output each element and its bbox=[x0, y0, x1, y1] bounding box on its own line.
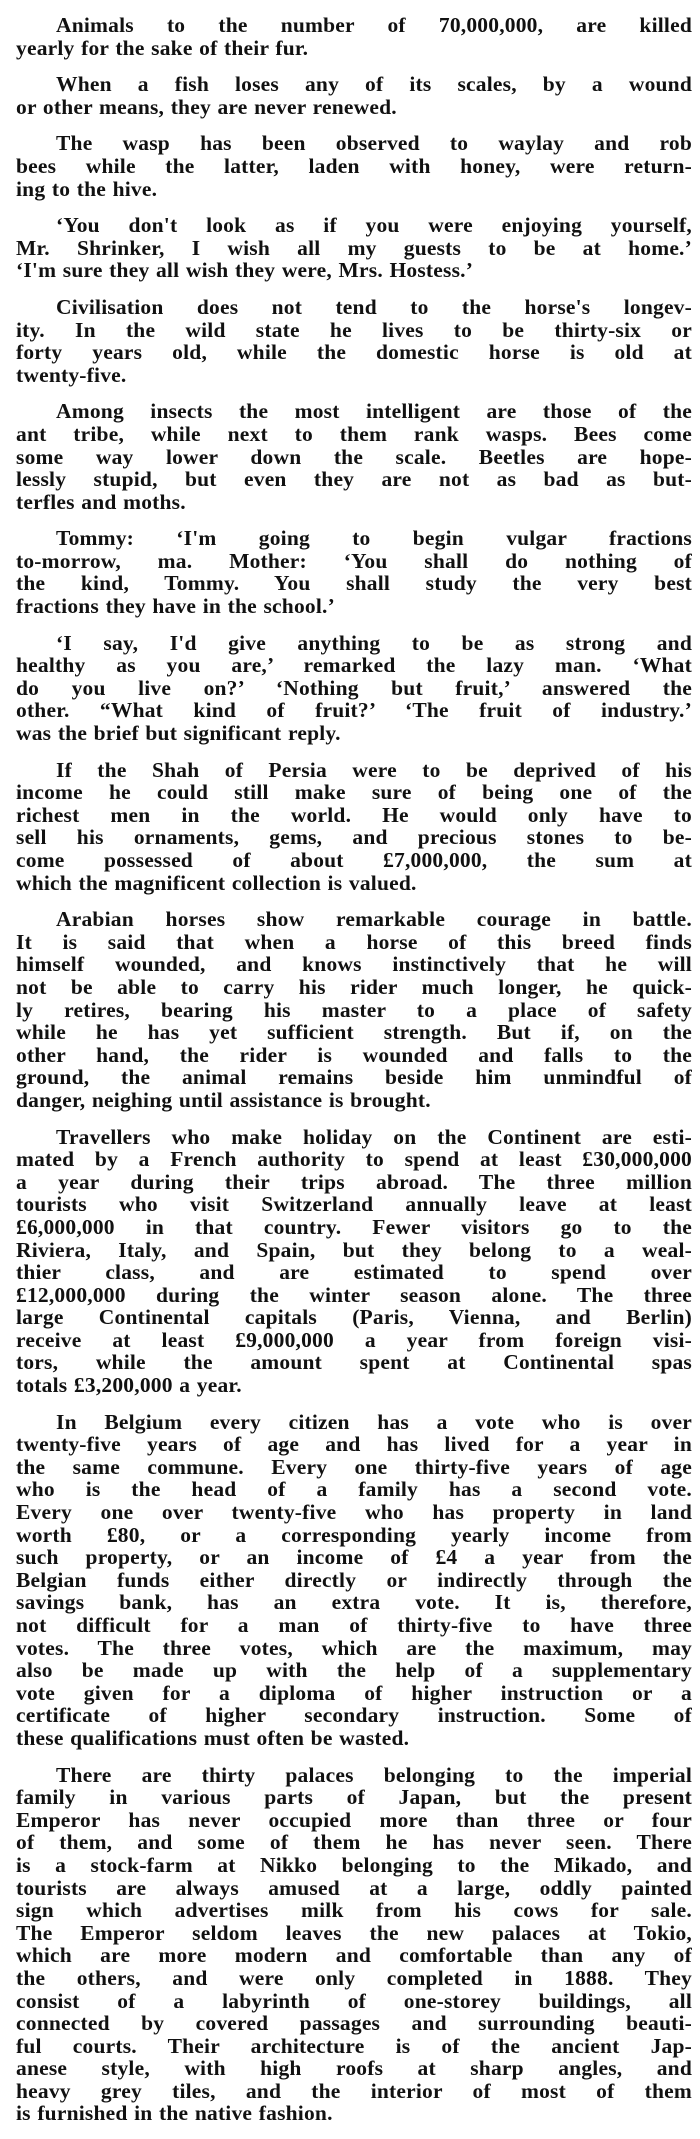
text-line: When a fish loses any of its scales, by a wound bbox=[56, 72, 692, 97]
text-line: receive at least £9,000,000 a year from foreign visi- bbox=[16, 1327, 692, 1352]
text-line: not difficult for a man of thirty-five to have three bbox=[16, 1613, 692, 1637]
text-line: healthy as you are,’ remarked the lazy man. ‘What bbox=[16, 653, 692, 678]
text-line: vote given for a diploma of higher instruction or a bbox=[16, 1680, 692, 1705]
text-line: not be able to carry his rider much longer, he quick- bbox=[16, 974, 692, 999]
paragraph bbox=[16, 73, 692, 118]
text-line: ly retires, bearing his master to a place of safety bbox=[16, 997, 692, 1022]
text-line: lessly stupid, but even they are not as bad as but- bbox=[16, 467, 692, 492]
paragraph bbox=[16, 1126, 692, 1397]
text-line: savings bank, has an extra vote. It is, therefore, bbox=[16, 1590, 692, 1615]
text-line: connected by covered passages and surrounding beauti- bbox=[16, 2011, 692, 2036]
text-line: the others, and were only completed in 1888. They bbox=[16, 1965, 692, 1990]
text-line: ‘I'm sure they all wish they were, Mrs. Hostess.’ bbox=[16, 258, 474, 283]
text-line: of them, and some of them he has never seen. There bbox=[16, 1830, 692, 1855]
text-line: tourists are always amused at a large, oddly painted bbox=[16, 1875, 692, 1900]
text-line: ity. In the wild state he lives to be thirty-six or bbox=[16, 317, 692, 342]
text-line: forty years old, while the domestic horse is old at bbox=[16, 340, 692, 365]
text-line: do you live on?’ ‘Nothing but fruit,’ answered the bbox=[16, 675, 692, 700]
text-line: come possessed of about £7,000,000, the sum at bbox=[16, 848, 692, 872]
text-line: Every one over twenty-five who has property in land bbox=[16, 1500, 692, 1525]
text-line: which are more modern and comfortable than any of bbox=[16, 1943, 692, 1968]
text-line: the same commune. Every one thirty-five years of age bbox=[16, 1454, 692, 1479]
text-line: danger, neighing until assistance is brought. bbox=[16, 1087, 431, 1112]
text-line: fractions they have in the school.’ bbox=[16, 594, 335, 619]
text-line: bees while the latter, laden with honey, were return- bbox=[16, 153, 692, 178]
paragraph bbox=[16, 759, 692, 895]
text-line: ground, the animal remains beside him unmindful of bbox=[16, 1065, 692, 1090]
text-line: other. “What kind of fruit?’ ‘The fruit of industry.’ bbox=[16, 698, 692, 723]
text-line: Travellers who make holiday on the Continent are esti- bbox=[56, 1124, 692, 1149]
text-line: ‘You don't look as if you were enjoying yourself, bbox=[56, 213, 692, 238]
text-line: ing to the hive. bbox=[16, 176, 158, 201]
text-line: £6,000,000 in that country. Fewer visitors go to the bbox=[16, 1214, 692, 1239]
paragraph bbox=[16, 1764, 692, 2126]
paragraph bbox=[16, 214, 692, 282]
text-line: Animals to the number of 70,000,000, are killed bbox=[56, 13, 692, 37]
text-line: richest men in the world. He would only have to bbox=[16, 802, 692, 827]
text-line: while he has yet sufficient strength. But if, on the bbox=[16, 1020, 692, 1045]
paragraph bbox=[16, 908, 692, 1111]
text-line: totals £3,200,000 a year. bbox=[16, 1373, 242, 1398]
paragraph bbox=[16, 14, 692, 59]
text-line: twenty-five years of age and has lived for a year in bbox=[16, 1432, 692, 1457]
text-line: other hand, the rider is wounded and falls to the bbox=[16, 1042, 692, 1067]
text-line: family in various parts of Japan, but the present bbox=[16, 1785, 692, 1810]
paragraph bbox=[16, 296, 692, 386]
text-line: £12,000,000 during the winter season alone. The three bbox=[16, 1282, 692, 1307]
text-line: who is the head of a family has a second vote. bbox=[16, 1477, 692, 1502]
text-line: In Belgium every citizen has a vote who is over bbox=[56, 1409, 692, 1434]
text-line: such property, or an income of £4 a year from the bbox=[16, 1545, 692, 1570]
text-line: was the brief but significant reply. bbox=[16, 721, 341, 746]
text-line: sign which advertises milk from his cows for sale. bbox=[16, 1898, 692, 1923]
text-line: Emperor has never occupied more than three or four bbox=[16, 1807, 692, 1832]
text-line: these qualifications must often be wasted. bbox=[16, 1725, 410, 1750]
text-line: Riviera, Italy, and Spain, but they belong to a weal- bbox=[16, 1237, 692, 1262]
text-line: Tommy: ‘I'm going to begin vulgar fractions bbox=[56, 526, 692, 551]
text-line: income he could still make sure of being one of the bbox=[16, 780, 692, 805]
text-line: tourists who visit Switzerland annually leave at least bbox=[16, 1192, 692, 1217]
text-line: Civilisation does not tend to the horse's longev- bbox=[56, 294, 692, 319]
text-line: tors, while the amount spent at Continental spas bbox=[16, 1350, 692, 1375]
paragraph bbox=[16, 1411, 692, 1750]
text-line: ful courts. Their architecture is of the ancient Jap- bbox=[16, 2033, 692, 2058]
text-line: which the magnificent collection is valued. bbox=[16, 870, 417, 895]
text-line: mated by a French authority to spend at least £30,000,000 bbox=[16, 1147, 692, 1172]
text-line: ant tribe, while next to them rank wasps. Bees come bbox=[16, 421, 692, 446]
text-line: Mr. Shrinker, I wish all my guests to be at home.’ bbox=[16, 235, 692, 260]
text-line: anese style, with high roofs at sharp angles, and bbox=[16, 2056, 692, 2081]
text-line: certificate of higher secondary instruction. Some of bbox=[16, 1703, 692, 1728]
text-line: Belgian funds either directly or indirectly through the bbox=[16, 1567, 692, 1592]
text-line: There are thirty palaces belonging to the imperial bbox=[56, 1762, 692, 1787]
text-line: himself wounded, and knows instinctively that he will bbox=[16, 952, 692, 977]
text-line: The Emperor seldom leaves the new palaces at Tokio, bbox=[16, 1920, 692, 1945]
paragraph bbox=[16, 527, 692, 617]
paragraph bbox=[16, 132, 692, 200]
text-line: worth £80, or a corresponding yearly income from bbox=[16, 1522, 692, 1547]
text-line: large Continental capitals (Paris, Vienna, and Berlin) bbox=[16, 1305, 692, 1330]
text-line: Among insects the most intelligent are those of the bbox=[56, 399, 692, 424]
text-line: twenty-five. bbox=[16, 362, 127, 387]
text-line: consist of a labyrinth of one-storey buildings, all bbox=[16, 1988, 692, 2013]
text-line: votes. The three votes, which are the maximum, may bbox=[16, 1635, 692, 1660]
paragraph bbox=[16, 400, 692, 513]
text-line: also be made up with the help of a supplementary bbox=[16, 1658, 692, 1683]
text-line: If the Shah of Persia were to be deprived of his bbox=[56, 757, 692, 782]
text-line: is furnished in the native fashion. bbox=[16, 2101, 333, 2126]
text-line: It is said that when a horse of this breed finds bbox=[16, 929, 692, 954]
text-line: ‘I say, I'd give anything to be as strong and bbox=[56, 630, 692, 655]
text-line: heavy grey tiles, and the interior of most of them bbox=[16, 2078, 692, 2103]
paragraph bbox=[16, 632, 692, 745]
text-line: yearly for the sake of their fur. bbox=[16, 35, 309, 60]
text-line: thier class, and are estimated to spend over bbox=[16, 1260, 692, 1285]
text-line: is a stock-farm at Nikko belonging to the Mikado, and bbox=[16, 1852, 692, 1877]
text-line: to-morrow, ma. Mother: ‘You shall do nothing of bbox=[16, 548, 692, 573]
text-line: terfles and moths. bbox=[16, 489, 186, 514]
text-line: sell his ornaments, gems, and precious stones to be- bbox=[16, 825, 692, 850]
text-line: Arabian horses show remarkable courage in battle. bbox=[56, 907, 692, 932]
article-column bbox=[16, 14, 692, 2139]
text-line: The wasp has been observed to waylay and rob bbox=[56, 131, 692, 156]
text-line: or other means, they are never renewed. bbox=[16, 94, 397, 119]
text-line: a year during their trips abroad. The three million bbox=[16, 1169, 692, 1194]
text-line: the kind, Tommy. You shall study the very best bbox=[16, 571, 692, 596]
text-line: some way lower down the scale. Beetles are hope- bbox=[16, 444, 692, 469]
